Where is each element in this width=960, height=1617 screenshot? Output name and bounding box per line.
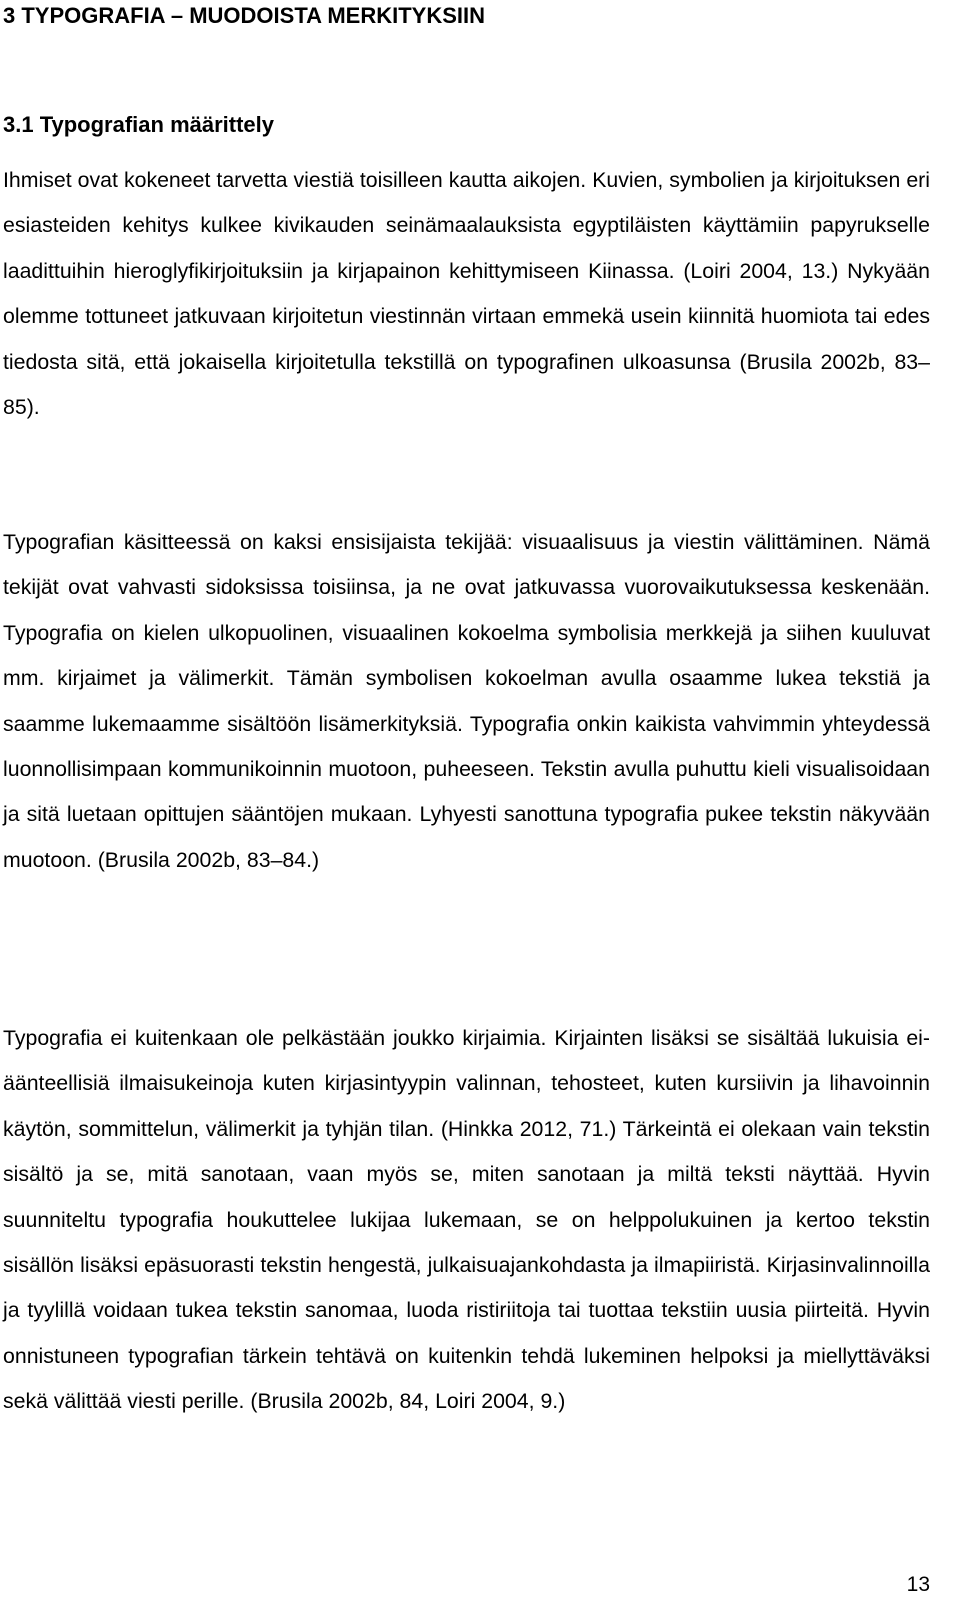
paragraph-3: Typografia ei kuitenkaan ole pelkästään joukko kirjaimia. Kirjainten lisäksi se sisältää lukuisia ei-äänteellisiä ilmaisukeinoja kuten kirjasintyypin valinnan, tehosteet, kuten kursiivin ja lihavoinnin käytön, sommittelun, välimerkit ja tyhjän tilan. (Hinkka 2012, 71.) Tärkeintä ei olekaan vain tekstin sisältö ja se, mitä sanotaan, vaan myös se, miten sanotaan ja miltä teksti näyttää. Hyvin suunniteltu typografia houkuttelee lukijaa lukemaan, se on helppolukuinen ja kertoo tekstin sisällön lisäksi epäsuorasti tekstin hengestä, julkaisuajankohdasta ja ilmapiiristä. Kirjasinvalinnoilla ja tyylillä voidaan tukea tekstin sanomaa, luoda ristiriitoja tai tuottaa tekstiin uusia piirteitä. Hyvin onnistuneen typografian tärkein tehtävä on kuitenkin tehdä lukeminen helpoksi ja miellyttäväksi sekä välittää viesti perille. (Brusila 2002b, 84, Loiri 2004, 9.) xyxy=(3,1026,930,1414)
chapter-title: 3 TYPOGRAFIA – MUODOISTA MERKITYKSIIN xyxy=(3,3,485,28)
section-title: 3.1 Typografian määrittely xyxy=(3,112,275,137)
paragraph-1: Ihmiset ovat kokeneet tarvetta viestiä toisilleen kautta aikojen. Kuvien, symbolien ja kirjoituksen eri esiasteiden kehitys kulkee kivikauden seinämaalauksista egyptiläisten käyttämiin papyrukselle laadittuihin hieroglyfikirjoituksiin ja kirjapainon kehittymiseen Kiinassa. (Loiri 2004, 13.) Nykyään olemme tottuneet jatkuvaan kirjoitetun viestinnän virtaan emmekä usein kiinnitä huomiota tai edes tiedosta sitä, että jokaisella kirjoitetulla tekstillä on typografinen ulkoasunsa (Brusila 2002b, 83–85). xyxy=(3,168,930,420)
page-number: 13 xyxy=(906,1573,930,1596)
paragraph-2: Typografian käsitteessä on kaksi ensisijaista tekijää: visuaalisuus ja viestin välittäminen. Nämä tekijät ovat vahvasti sidoksissa toisiinsa, ja ne ovat jatkuvassa vuorovaikutuksessa keskenään. Typografia on kielen ulkopuolinen, visuaalinen kokoelma symbolisia merkkejä ja siihen kuuluvat mm. kirjaimet ja välimerkit. Tämän symbolisen kokoelman avulla osaamme lukea tekstiä ja saamme lukemaamme sisältöön lisämerkityksiä. Typografia onkin kaikista vahvimmin yhteydessä luonnollisimpaan kommunikoinnin muotoon, puheeseen. Tekstin avulla puhuttu kieli visualisoidaan ja sitä luetaan opittujen sääntöjen mukaan. Lyhyesti sanottuna typografia pukee tekstin näkyvään muotoon. (Brusila 2002b, 83–84.) xyxy=(3,530,930,872)
